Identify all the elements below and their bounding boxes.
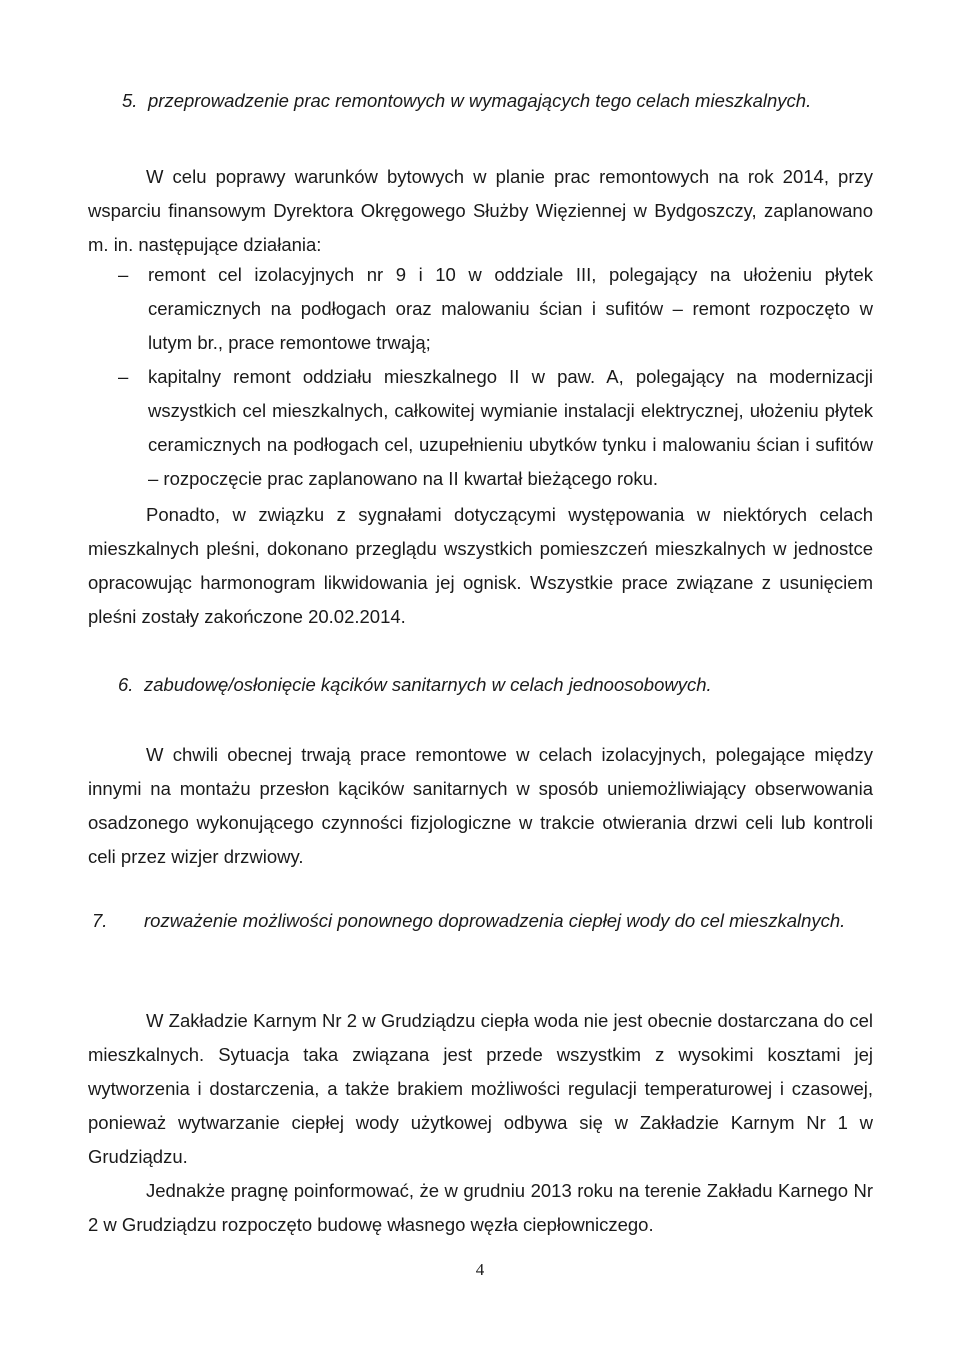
section-5-bullet-1: [92, 258, 873, 360]
bullet-dash: –: [118, 366, 129, 387]
section-5-paragraph-2: [88, 498, 873, 634]
section-5-intro-text: W celu poprawy warunków bytowych w planie prac remontowych na rok 2014, przy wsparciu finansowym Dyrektora Okręgowego Służby Więziennej w Bydgoszczy, zaplanowano m. in. następujące działania:: [88, 166, 873, 255]
section-7-paragraph-2: [88, 1174, 873, 1242]
section-7-paragraph-1: [88, 1004, 873, 1174]
section-5-bullet-1-text: remont cel izolacyjnych nr 9 i 10 w oddziale III, polegający na ułożeniu płytek ceramicznych na podłogach oraz malowaniu ścian i sufitów – remont rozpoczęto w lutym br., prace remontowe trwają;: [148, 264, 873, 353]
section-5-number: 5.: [122, 90, 138, 111]
section-6-heading: [118, 668, 878, 702]
section-7-heading: [92, 904, 889, 938]
section-5-bullet-2: [92, 360, 873, 496]
bullet-dash: –: [118, 264, 129, 285]
section-6-title: zabudowę/osłonięcie kącików sanitarnych w celach jednoosobowych.: [144, 674, 712, 695]
page-number: 4: [475, 1260, 485, 1279]
section-5-bullet-2-text: kapitalny remont oddziału mieszkalnego II w paw. A, polegający na modernizacji wszystkich cel mieszkalnych, całkowitej wymianie instalacji elektrycznej, ułożeniu płytek ceramicznych na podłogach cel, uzupełnieniu ubytków tynku i malowaniu ścian i sufitów – rozpoczęcie prac zaplanowano na II kwartał bieżącego roku.: [148, 366, 873, 489]
section-7-number: 7.: [92, 910, 108, 931]
section-7-paragraph-1-text: W Zakładzie Karnym Nr 2 w Grudziądzu ciepła woda nie jest obecnie dostarczana do cel mieszkalnych. Sytuacja taka związana jest przede wszystkim z wysokimi kosztami jej wytworzenia i dostarczenia, a także brakiem możliwości regulacji temperaturowej i czasowej, ponieważ wytwarzanie ciepłej wody użytkowej odbywa się w Zakładzie Karnym Nr 1 w Grudziądzu.: [88, 1010, 873, 1167]
section-5-heading: [122, 84, 882, 118]
section-6-paragraph-text: W chwili obecnej trwają prace remontowe w celach izolacyjnych, polegające między innymi na montażu przesłon kącików sanitarnych w sposób uniemożliwiający obserwowania osadzonego wykonującego czynności fizjologiczne w trakcie otwierania drzwi celi lub kontroli celi przez wizjer drzwiowy.: [88, 744, 873, 867]
section-5-title: przeprowadzenie prac remontowych w wymagających tego celach mieszkalnych.: [148, 90, 812, 111]
section-5-intro: [88, 160, 873, 262]
section-6-paragraph: [88, 738, 873, 874]
section-7-title: rozważenie możliwości ponownego doprowadzenia ciepłej wody do cel mieszkalnych.: [144, 910, 846, 931]
section-5-paragraph-2-text: Ponadto, w związku z sygnałami dotyczącymi występowania w niektórych celach mieszkalnych pleśni, dokonano przeglądu wszystkich pomieszczeń mieszkalnych w jednostce opracowując harmonogram likwidowania jej ognisk. Wszystkie prace związane z usunięciem pleśni zostały zakończone 20.02.2014.: [88, 504, 873, 627]
section-7-paragraph-2-text: Jednakże pragnę poinformować, że w grudniu 2013 roku na terenie Zakładu Karnego Nr 2 w Grudziądzu rozpoczęto budowę własnego węzła ciepłowniczego.: [88, 1180, 873, 1235]
section-6-number: 6.: [118, 674, 134, 695]
